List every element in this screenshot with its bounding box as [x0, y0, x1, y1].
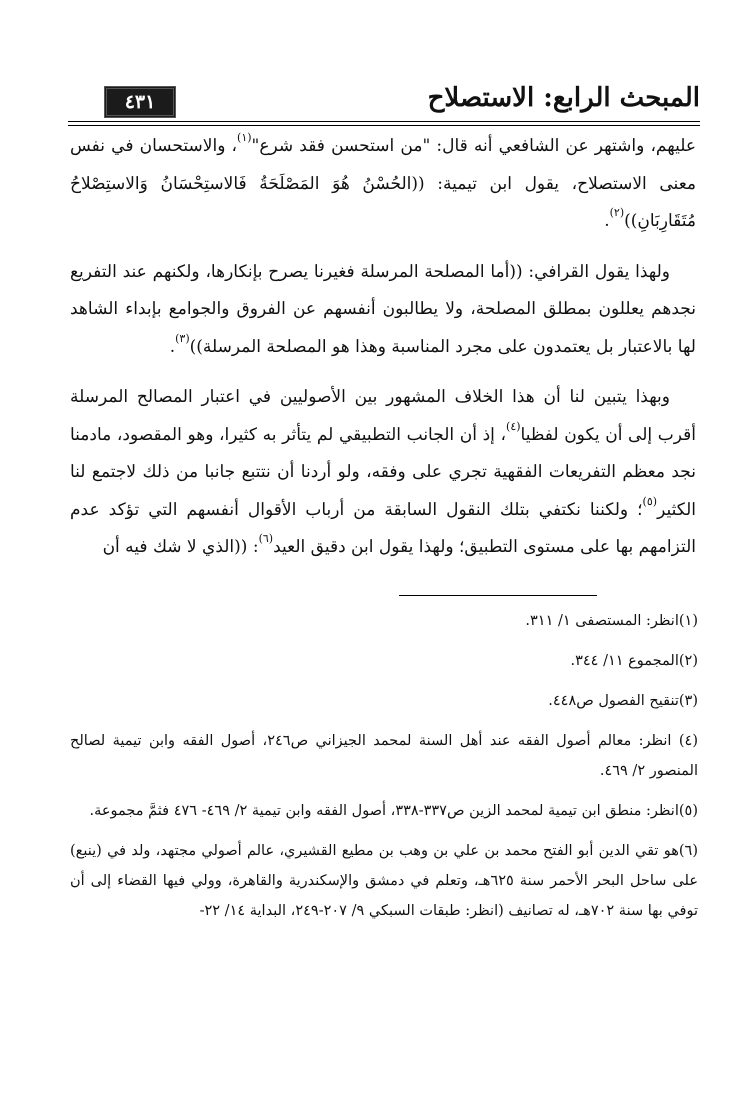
footnote-separator	[399, 595, 597, 596]
footnote-ref[interactable]: (٥)	[642, 494, 658, 508]
paragraph	[70, 128, 696, 241]
footnote-item: (٣)تنقيح الفصول ص٤٤٨.	[548, 693, 698, 709]
footnote-ref[interactable]: (١)	[237, 131, 252, 144]
footnote-item: (٢)المجموع ١١/ ٣٤٤.	[570, 653, 698, 669]
text-segment: عليهم، واشتهر عن الشافعي أنه قال: "من استحسن فقد شرع"	[251, 136, 696, 156]
page-header	[68, 80, 700, 120]
text-segment: وبهذا يتبين لنا أن هذا الخلاف المشهور بين الأصوليين في اعتبار المصالح المرسلة أقرب إلى أن يكون لفظيا	[70, 387, 696, 445]
footnote-ref[interactable]: (٤)	[506, 419, 521, 433]
body-text	[70, 128, 696, 580]
paragraph	[70, 254, 696, 367]
text-segment: ، والاستحسان في نفس معنى الاستصلاح، يقول ابن تيمية: ((الحُسْنُ هُوَ المَصْلَحَةُ فَالاستِحْسَانُ وَالاستِصْلاحُ مُتَقَارِبَانِ))	[70, 136, 696, 231]
text-segment: ولهذا يقول القرافي: ((أما المصلحة المرسلة فغيرنا يصرح بإنكارها، ولكنهم عند التفريع نجدهم يعللون بمطلق المصلحة، ولا يطالبون أنفسهم عن الفروق والجوامع بإبداء الشاهد لها بالاعتبار بل يعتمدون على مجرد المناسبة وهذا هو المصلحة المرسلة))	[70, 261, 696, 357]
text-segment: : ((الذي لا شك فيه أن	[102, 537, 259, 557]
header-divider	[68, 121, 700, 126]
footnote-item: (٦)هو تقي الدين أبو الفتح محمد بن علي بن وهب بن مطيع القشيري، عالم أصولي مجتهد، ولد في (ينبع) على ساحل البحر الأحمر سنة ٦٢٥هـ، وتعلم في دمشق والإسكندرية والقاهرة، وولي فيها القضاء إلى أن توفي بها سنة ٧٠٢هـ، له تصانيف (انظر: طبقات السبكي ٩/ ٢٠٧-٢٤٩، البداية ١٤/ ٢٢-	[70, 843, 698, 919]
footnote-ref[interactable]: (٦)	[258, 532, 274, 545]
footnotes	[70, 606, 698, 932]
text-segment: .	[604, 211, 610, 231]
footnote-item: (٥)انظر: منطق ابن تيمية لمحمد الزين ص٣٣٧-٣٣٨، أصول الفقه وابن تيمية ٢/ ٤٦٩- ٤٧٦ فثمَّ مجموعة.	[89, 803, 698, 819]
footnote-ref[interactable]: (٣)	[175, 331, 190, 345]
section-title: المبحث الرابع: الاستصلاح	[427, 83, 700, 113]
text-segment: ، إذ أن الجانب التطبيقي لم يتأثر به كثيرا، وهو المقصود، مادمنا نجد معظم التفريعات الفقهية تجري على وفقه، ولو أردنا أن نتتبع جانبا من ذلك لاجتمع لنا الكثير	[70, 424, 696, 520]
footnote-item: (٤) انظر: معالم أصول الفقه عند أهل السنة لمحمد الجيزاني ص٢٤٦، أصول الفقه وابن تيمية لصالح المنصور ٢/ ٤٦٩.	[70, 733, 698, 779]
text-segment: .	[169, 336, 176, 357]
footnote-ref[interactable]: (٢)	[609, 206, 625, 219]
page-number: ٤٣١	[104, 86, 176, 118]
text-segment: ؛ ولكننا نكتفي بتلك النقول السابقة من أرباب الأقوال أنفسهم التي تؤكد عدم التزامهم بها على مستوى التطبيق؛ ولهذا يقول ابن دقيق العيد	[70, 499, 696, 557]
footnote-item: (١)انظر: المستصفى ١/ ٣١١.	[525, 613, 698, 629]
paragraph	[70, 379, 696, 567]
